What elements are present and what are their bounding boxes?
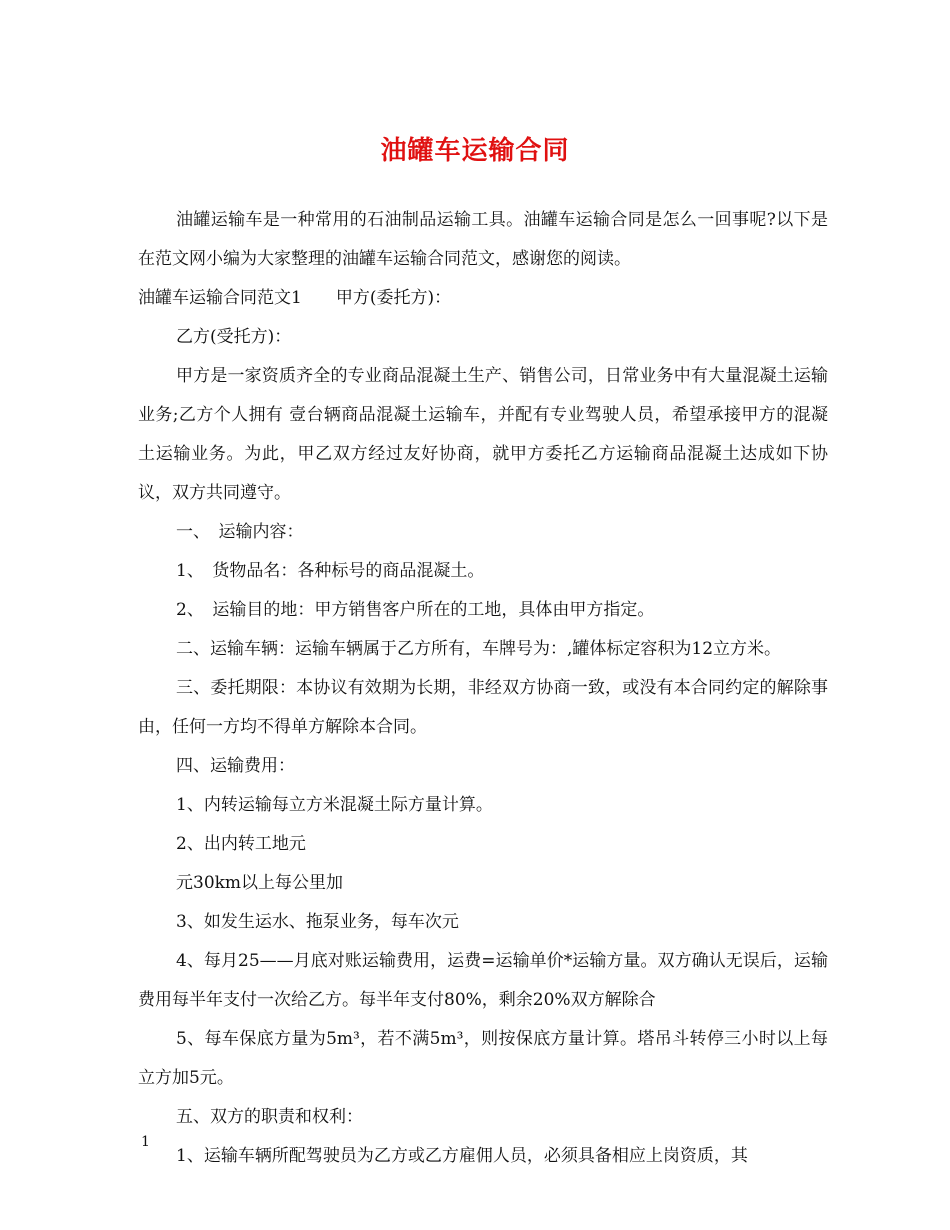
paragraph: 4、每月25——月底对账运输费用，运费=运输单价*运输方量。双方确认无误后，运输费用每半年支付一次给乙方。每半年支付80%，剩余20%双方解除合	[138, 951, 828, 1010]
paragraph: 甲方是一家资质齐全的专业商品混凝土生产、销售公司，日常业务中有大量混凝土运输业务;乙方个人拥有 壹台辆商品混凝土运输车，并配有专业驾驶人员，希望承接甲方的混凝土运输业务。为此，甲乙双方经过友好协商，就甲方委托乙方运输商品混凝土达成如下协议，双方共同遵守。	[138, 366, 828, 503]
paragraph: 三、委托期限：本协议有效期为长期，非经双方协商一致，或没有本合同约定的解除事由，任何一方均不得单方解除本合同。	[138, 678, 828, 737]
paragraph: 二、运输车辆：运输车辆属于乙方所有，车牌号为：,罐体标定容积为12立方米。	[176, 639, 782, 659]
paragraph: 四、运输费用：	[176, 756, 295, 776]
paragraph: 油罐车运输合同范文1 甲方(委托方)：	[138, 288, 452, 308]
page-number: 1	[141, 1134, 150, 1150]
paragraph: 1、运输车辆所配驾驶员为乙方或乙方雇佣人员，必须具备相应上岗资质，其	[176, 1146, 748, 1166]
paragraph: 1、 货物品名：各种标号的商品混凝土。	[176, 561, 485, 581]
paragraph: 五、双方的职责和权利：	[176, 1107, 363, 1127]
document-title: 油罐车运输合同	[380, 136, 570, 166]
paragraph: 5、每车保底方量为5m³，若不满5m³，则按保底方量计算。塔吊斗转停三小时以上每立方加5元。	[138, 1029, 828, 1088]
paragraph: 2、 运输目的地：甲方销售客户所在的工地，具体由甲方指定。	[176, 600, 655, 620]
paragraph: 元30km以上每公里加	[176, 873, 344, 893]
paragraph: 油罐运输车是一种常用的石油制品运输工具。油罐车运输合同是怎么一回事呢?以下是在范文网小编为大家整理的油罐车运输合同范文，感谢您的阅读。	[138, 210, 828, 269]
paragraph: 乙方(受托方)：	[176, 327, 292, 347]
paragraph: 一、 运输内容：	[176, 522, 304, 542]
paragraph: 1、内转运输每立方米混凝土际方量计算。	[176, 795, 493, 815]
paragraph: 2、出内转工地元	[176, 834, 306, 854]
paragraph: 3、如发生运水、拖泵业务，每车次元	[176, 912, 459, 932]
document-body	[138, 201, 828, 1176]
